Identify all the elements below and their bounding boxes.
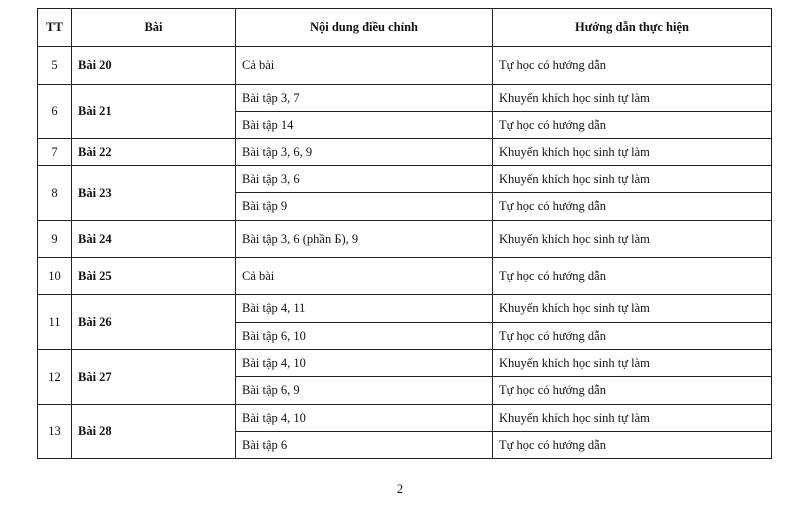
table-header-row	[38, 9, 772, 47]
cell-tt: 11	[38, 295, 72, 350]
cell-huong-dan: Tự học có hướng dẫn	[493, 432, 772, 459]
header-bai: Bài	[72, 9, 236, 47]
cell-noi-dung: Bài tập 9	[236, 193, 493, 221]
cell-noi-dung: Cả bài	[236, 47, 493, 85]
cell-noi-dung: Bài tập 3, 6 (phần Б), 9	[236, 221, 493, 258]
table-body	[38, 47, 772, 459]
cell-huong-dan: Khuyến khích học sinh tự làm	[493, 166, 772, 193]
cell-tt: 7	[38, 139, 72, 166]
cell-bai: Bài 26	[72, 295, 236, 350]
cell-tt: 9	[38, 221, 72, 258]
cell-tt: 6	[38, 85, 72, 139]
cell-huong-dan: Tự học có hướng dẫn	[493, 377, 772, 405]
cell-huong-dan: Tự học có hướng dẫn	[493, 323, 772, 350]
cell-tt: 8	[38, 166, 72, 221]
adjustment-table	[37, 8, 772, 459]
cell-noi-dung: Bài tập 4, 10	[236, 350, 493, 377]
cell-bai: Bài 28	[72, 405, 236, 459]
cell-noi-dung: Cả bài	[236, 258, 493, 295]
table-row	[38, 295, 772, 323]
cell-huong-dan: Khuyến khích học sinh tự làm	[493, 350, 772, 377]
cell-huong-dan: Khuyến khích học sinh tự làm	[493, 139, 772, 166]
cell-huong-dan: Khuyến khích học sinh tự làm	[493, 405, 772, 432]
table-row	[38, 221, 772, 258]
cell-noi-dung: Bài tập 14	[236, 112, 493, 139]
cell-huong-dan: Khuyến khích học sinh tự làm	[493, 221, 772, 258]
cell-noi-dung: Bài tập 3, 7	[236, 85, 493, 112]
cell-tt: 13	[38, 405, 72, 459]
table-row	[38, 139, 772, 166]
cell-huong-dan: Tự học có hướng dẫn	[493, 193, 772, 221]
cell-bai: Bài 23	[72, 166, 236, 221]
cell-huong-dan: Khuyến khích học sinh tự làm	[493, 85, 772, 112]
cell-bai: Bài 25	[72, 258, 236, 295]
cell-noi-dung: Bài tập 3, 6, 9	[236, 139, 493, 166]
cell-noi-dung: Bài tập 6	[236, 432, 493, 459]
cell-noi-dung: Bài tập 4, 10	[236, 405, 493, 432]
cell-bai: Bài 21	[72, 85, 236, 139]
table-row	[38, 166, 772, 193]
cell-noi-dung: Bài tập 6, 9	[236, 377, 493, 405]
cell-noi-dung: Bài tập 3, 6	[236, 166, 493, 193]
header-tt: TT	[38, 9, 72, 47]
header-huong-dan: Hướng dẫn thực hiện	[493, 9, 772, 47]
header-noi-dung: Nội dung điều chỉnh	[236, 9, 493, 47]
table-row	[38, 85, 772, 112]
cell-bai: Bài 20	[72, 47, 236, 85]
cell-bai: Bài 24	[72, 221, 236, 258]
table-row	[38, 405, 772, 432]
cell-huong-dan: Tự học có hướng dẫn	[493, 258, 772, 295]
cell-huong-dan: Tự học có hướng dẫn	[493, 112, 772, 139]
table-row	[38, 258, 772, 295]
table-row	[38, 350, 772, 377]
cell-tt: 5	[38, 47, 72, 85]
cell-tt: 10	[38, 258, 72, 295]
cell-noi-dung: Bài tập 4, 11	[236, 295, 493, 323]
cell-huong-dan: Tự học có hướng dẫn	[493, 47, 772, 85]
table-row	[38, 47, 772, 85]
cell-huong-dan: Khuyến khích học sinh tự làm	[493, 295, 772, 323]
cell-noi-dung: Bài tập 6, 10	[236, 323, 493, 350]
cell-tt: 12	[38, 350, 72, 405]
cell-bai: Bài 22	[72, 139, 236, 166]
page-number: 2	[396, 482, 404, 496]
cell-bai: Bài 27	[72, 350, 236, 405]
